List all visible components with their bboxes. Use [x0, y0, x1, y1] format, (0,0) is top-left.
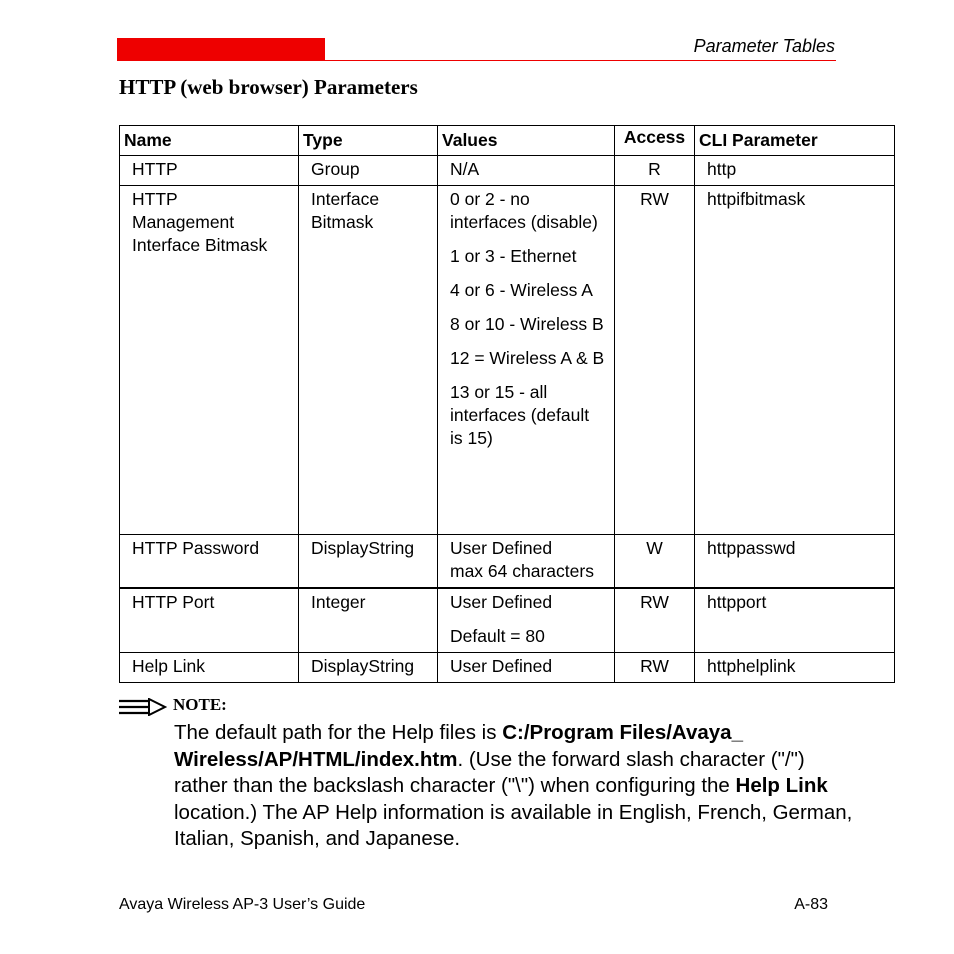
header-rule	[117, 60, 836, 61]
parameter-table	[119, 125, 895, 683]
cell-cli: httphelplink	[695, 653, 895, 683]
footer-page-number: A-83	[794, 896, 828, 913]
cell-cli: httppasswd	[695, 535, 895, 589]
section-title: HTTP (web browser) Parameters	[119, 75, 418, 99]
cell-access: RW	[615, 653, 695, 683]
cell-cli: httpifbitmask	[695, 186, 895, 535]
note-arrow-icon	[119, 698, 167, 716]
running-title: Parameter Tables	[693, 36, 835, 56]
cell-values: 0 or 2 - no interfaces (disable) 1 or 3 - Ethernet 4 or 6 - Wireless A 8 or 10 - Wireless B 12 = Wireless A & B 13 or 15 - all interfaces (default is 15)	[438, 186, 615, 535]
cell-values: User Defined	[438, 653, 615, 683]
column-header-values: Values	[438, 126, 615, 156]
column-header-type: Type	[299, 126, 438, 156]
table-header-row	[120, 126, 895, 156]
cell-values: User Defined Default = 80	[438, 588, 615, 653]
table-row	[120, 535, 895, 589]
cell-values: User Defined max 64 characters	[438, 535, 615, 589]
cell-name: Help Link	[120, 653, 299, 683]
note-label: NOTE:	[173, 695, 227, 714]
cell-cli: http	[695, 156, 895, 186]
cell-type: Group	[299, 156, 438, 186]
cell-name: HTTP Management Interface Bitmask	[120, 186, 299, 535]
help-file-path: C:/Program Files/Avaya_ Wireless/AP/HTML/index.htm	[174, 721, 743, 771]
table-row	[120, 156, 895, 186]
table-row	[120, 588, 895, 653]
table-row	[120, 653, 895, 683]
column-header-name: Name	[120, 126, 299, 156]
cell-access: R	[615, 156, 695, 186]
cell-type: Interface Bitmask	[299, 186, 438, 535]
cell-name: HTTP Password	[120, 535, 299, 589]
column-header-access: Access	[615, 126, 695, 156]
cell-cli: httpport	[695, 588, 895, 653]
cell-type: DisplayString	[299, 653, 438, 683]
cell-name: HTTP Port	[120, 588, 299, 653]
column-header-cli: CLI Parameter	[695, 126, 895, 156]
cell-type: DisplayString	[299, 535, 438, 589]
cell-name: HTTP	[120, 156, 299, 186]
cell-access: W	[615, 535, 695, 589]
cell-type: Integer	[299, 588, 438, 653]
cell-values: N/A	[438, 156, 615, 186]
help-link-term: Help Link	[735, 774, 828, 797]
table-row	[120, 186, 895, 535]
cell-access: RW	[615, 588, 695, 653]
header-accent-bar	[117, 38, 325, 60]
cell-access: RW	[615, 186, 695, 535]
footer-guide-title: Avaya Wireless AP-3 User’s Guide	[119, 896, 366, 913]
note-body: The default path for the Help files is C:/Program Files/Avaya_ Wireless/AP/HTML/index.htm. (Use the forward slash character ("/") rather than the backslash character ("\") when configuring the Help Link location.) The AP Help information is available in English, French, German, Italian, Spanish, and Japanese.	[174, 721, 853, 850]
